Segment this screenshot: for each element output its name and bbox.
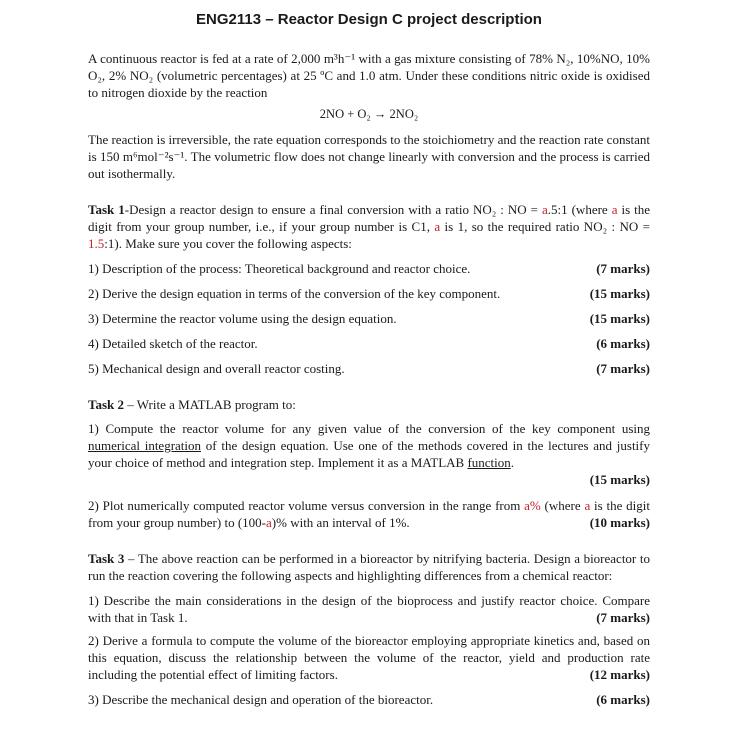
- task3-item-3: 3) Describe the mechanical design and operation of the bioreactor. (6 marks): [88, 692, 650, 707]
- marks-label: (15 marks): [589, 472, 650, 487]
- marks-label: (12 marks): [589, 667, 650, 682]
- task2-item-2: 2) Plot numerically computed reactor volume versus conversion in the range from a% (where a is the digit from your group number) to (100-a)% with an interval of 1%. (10 marks): [88, 498, 650, 530]
- document-title: ENG2113 – Reactor Design C project description: [196, 11, 542, 28]
- task1-items: [88, 260, 650, 377]
- task1-item: 3) Determine the reactor volume using the design equation. (15 marks): [88, 311, 650, 326]
- task3-item-2: 2) Derive a formula to compute the volume of the bioreactor employing appropriate kinetics and, based on this equation, discuss the relationship between the volume of the reactor, yield and production rate including the potential effect of limiting factors. (12 marks): [88, 633, 650, 682]
- marks-label: (10 marks): [589, 515, 650, 530]
- marks-label: (15 marks): [589, 311, 650, 326]
- marks-label: (7 marks): [596, 610, 650, 625]
- marks-label: (7 marks): [596, 261, 650, 276]
- task2-item-1: 1) Compute the reactor volume for any given value of the conversion of the key component using numerical integration of the design equation. Use one of the methods covered in the lectures and justify your choice of method and integration step. Implement it as a MATLAB function.: [88, 421, 650, 470]
- task1-heading: Task 1: [88, 202, 125, 217]
- task3-paragraph: Task 3 – The above reaction can be performed in a bioreactor by nitrifying bacteria. Design a bioreactor to run the reaction covering the following aspects and highlighting differences from a chemical reactor:: [88, 551, 650, 583]
- rate-paragraph: The reaction is irreversible, the rate equation corresponds to the stoichiometry and the reaction rate constant is 150 m⁶mol⁻²s⁻¹. The volumetric flow does not change linearly with conversion and the process is carried out isothermally.: [88, 132, 650, 181]
- intro-text: A continuous reactor is fed at a rate of 2,000 m³h⁻¹ with a gas mixture consisting of 78% N₂, 10%NO, 10% O₂, 2% NO₂ (volumetric percentages) at 25 ºC and 1.0 atm. Under these conditions nitric oxide is oxidised to nitrogen dioxide by the reaction: [88, 51, 650, 100]
- marks-label: (7 marks): [596, 361, 650, 376]
- task3-heading: Task 3: [88, 551, 125, 566]
- task1-item: 4) Detailed sketch of the reactor. (6 marks): [88, 336, 650, 351]
- task2-heading: Task 2: [88, 397, 125, 412]
- intro-paragraph: [88, 50, 650, 101]
- marks-label: (6 marks): [596, 692, 650, 707]
- task3-item-1: 1) Describe the main considerations in the design of the bioprocess and justify reactor choice. Compare with that in Task 1. (7 marks): [88, 593, 650, 625]
- task1-item: 2) Derive the design equation in terms of the conversion of the key component. (15 marks): [88, 286, 650, 301]
- document-page: [88, 10, 650, 708]
- marks-label: (6 marks): [596, 336, 650, 351]
- marks-label: (15 marks): [589, 286, 650, 301]
- task1-item: 5) Mechanical design and overall reactor costing. (7 marks): [88, 361, 650, 376]
- task2-paragraph: Task 2 – Write a MATLAB program to:: [88, 397, 296, 412]
- task1-paragraph: Task 1-Design a reactor design to ensure a final conversion with a ratio NO₂ : NO = a.5:1 (where a is the digit from your group number, i.e., if your group number is C1, a is 1, so the required ratio NO₂ : NO = 1.5:1). Make sure you cover the following aspects:: [88, 202, 651, 251]
- task1-item: 1) Description of the process: Theoretical background and reactor choice. (7 marks): [88, 261, 650, 276]
- reaction-equation: 2NO + O₂ → 2NO₂: [319, 107, 419, 121]
